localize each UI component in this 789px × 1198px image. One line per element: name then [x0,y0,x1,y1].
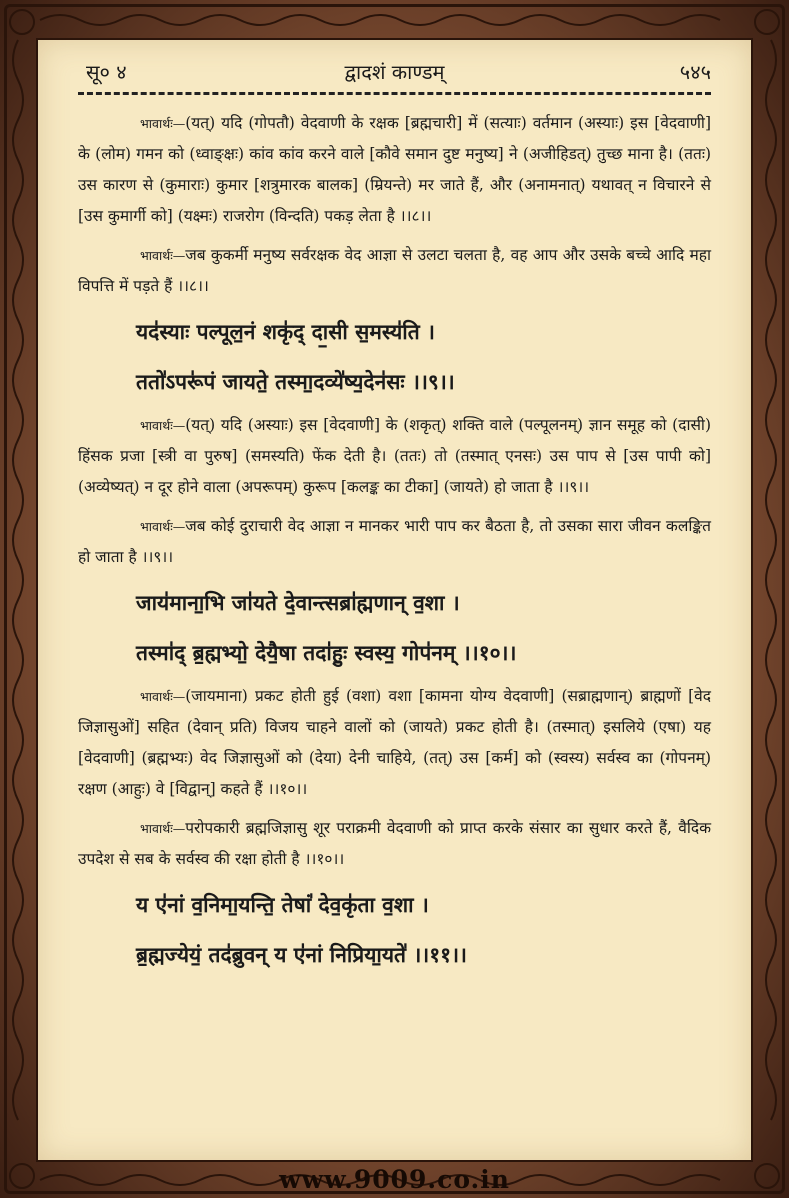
page-content [78,108,711,983]
bhavarth-text: (यत्) यदि (गोपतौ) वेदवाणी के रक्षक [ब्रह्मचारी] में (सत्याः) वर्तमान (अस्याः) इस [वेदवाणी] के (लोम) गमन को (ध्वाङ्क्षः) कांव कांव करने वाले [कौवे समान दुष्ट मनुष्य] ने (अजीहिडत्) तुच्छ माना है। (ततः) उस कारण से (कुमाराः) कुमार [शत्रुमारक बालक] (म्रियन्ते) मर जाते हैं, और (अनामनात्) यथावत् न विचारने से [उस कुमार्गी को] (यक्ष्मः) राजरोग (विन्दति) पकड़ लेता है ।।८।। [78,114,711,225]
bhavarth-text: जब कोई दुराचारी वेद आज्ञा न मानकर भारी पाप कर बैठता है, तो उसका सारा जीवन कलङ्कित हो जाता है ।।९।। [78,517,711,566]
mantra-line: जाय॑माना॒भि जा॑यते दे॒वान्त्सब्रा॑ह्मणान् व॒शा । [136,590,460,615]
bhavarth-label: भावार्थः— [140,821,186,836]
book-page [36,38,753,1162]
bhavarth-label: भावार्थः— [140,248,186,263]
bhavarth-label: भावार्थः— [140,689,186,704]
sutra-number: सू० ४ [86,60,127,84]
bhavarth-text: परोपकारी ब्रह्मजिज्ञासु शूर पराक्रमी वेदवाणी को प्राप्त करके संसार का सुधार करते हैं, वैदिक उपदेश से सब के सर्वस्व की रक्षा होती है ।।१०।। [78,819,711,868]
bhavarth-paragraph [78,410,711,503]
chapter-title: द्वादशं काण्डम् [344,60,445,84]
mantra-line: यद॑स्याः पल्पूल॒नं शकृ॑द् दा॒सी स॒मस्य॑ति । [136,319,435,344]
website-link[interactable]: www.9009.co.in [279,1165,510,1194]
bhavarth-text: (जायमाना) प्रकट होती हुई (वशा) वशा [कामना योग्य वेदवाणी] (सब्राह्मणान्) ब्राह्मणों [वेद जिज्ञासुओं] सहित (देवान् प्रति) विजय चाहने वालों को (जायते) प्रकट होती है। (तस्मात्) इसलिये (एषा) यह [वेदवाणी] (ब्रह्मभ्यः) वेद जिज्ञासुओं को (देया) देनी चाहिये, (तत्) उस [कर्म] को (स्वस्य) सर्वस्व का (गोपनम्) रक्षण (आहुः) वे [विद्वान्] कहते हैं ।।१०।। [78,687,711,798]
page-header [78,58,711,88]
mantra-line: ब्र॒ह्मज्येयं॒ तद॑ब्रुवन् य ए॑नां निप्रिया॒यते॑ ।।११।। [136,942,467,967]
bhavarth-paragraph [78,681,711,805]
bhavarth-label: भावार्थः— [140,519,186,534]
bhavarth-label: भावार्थः— [140,418,186,433]
bhavarth-text: जब कुकर्मी मनुष्य सर्वरक्षक वेद आज्ञा से उलटा चलता है, वह आप और उसके बच्चे आदि महा विपत्ति में पड़ते हैं ।।८।। [78,246,711,295]
mantra-line: य ए॑नां व॒निमा॒यन्ति॒ तेषां॑ देव॒कृ॑ता व॒शा । [136,892,429,917]
bhavarth-text: (यत्) यदि (अस्याः) इस [वेदवाणी] के (शकृत्) शक्ति वाले (पल्पूलनम्) ज्ञान समूह को (दासी) हिंसक प्रजा [स्त्री वा पुरुष] (समस्यति) फेंक देती है। (ततः) तो (तस्मात् एनसः) उस पाप से [उस पापी को] (अव्येष्यत्) न दूर होने वाला (अपरूपम्) कुरूप [कलङ्क का टीका] (जायते) हो जाता है ।।९।। [78,416,711,496]
page-number: ५४५ [679,60,711,84]
bhavarth-paragraph [78,108,711,232]
bhavarth-paragraph [78,511,711,573]
bhavarth-paragraph [78,240,711,302]
mantra-line: तस्मा॑द् ब्र॒ह्मभ्यो॒ देयै॒षा तदा॑हुः॒ स्वस्य॒ गोप॑नम् ।।१०।। [136,640,517,665]
bhavarth-label: भावार्थः— [140,116,186,131]
mantra-line: ततो॑ऽपरू॑पं जायते॒ तस्मा॒दव्ये॑ष्य॒देन॑सः ।।९।। [136,369,455,394]
header-divider [78,92,711,95]
bhavarth-paragraph [78,813,711,875]
